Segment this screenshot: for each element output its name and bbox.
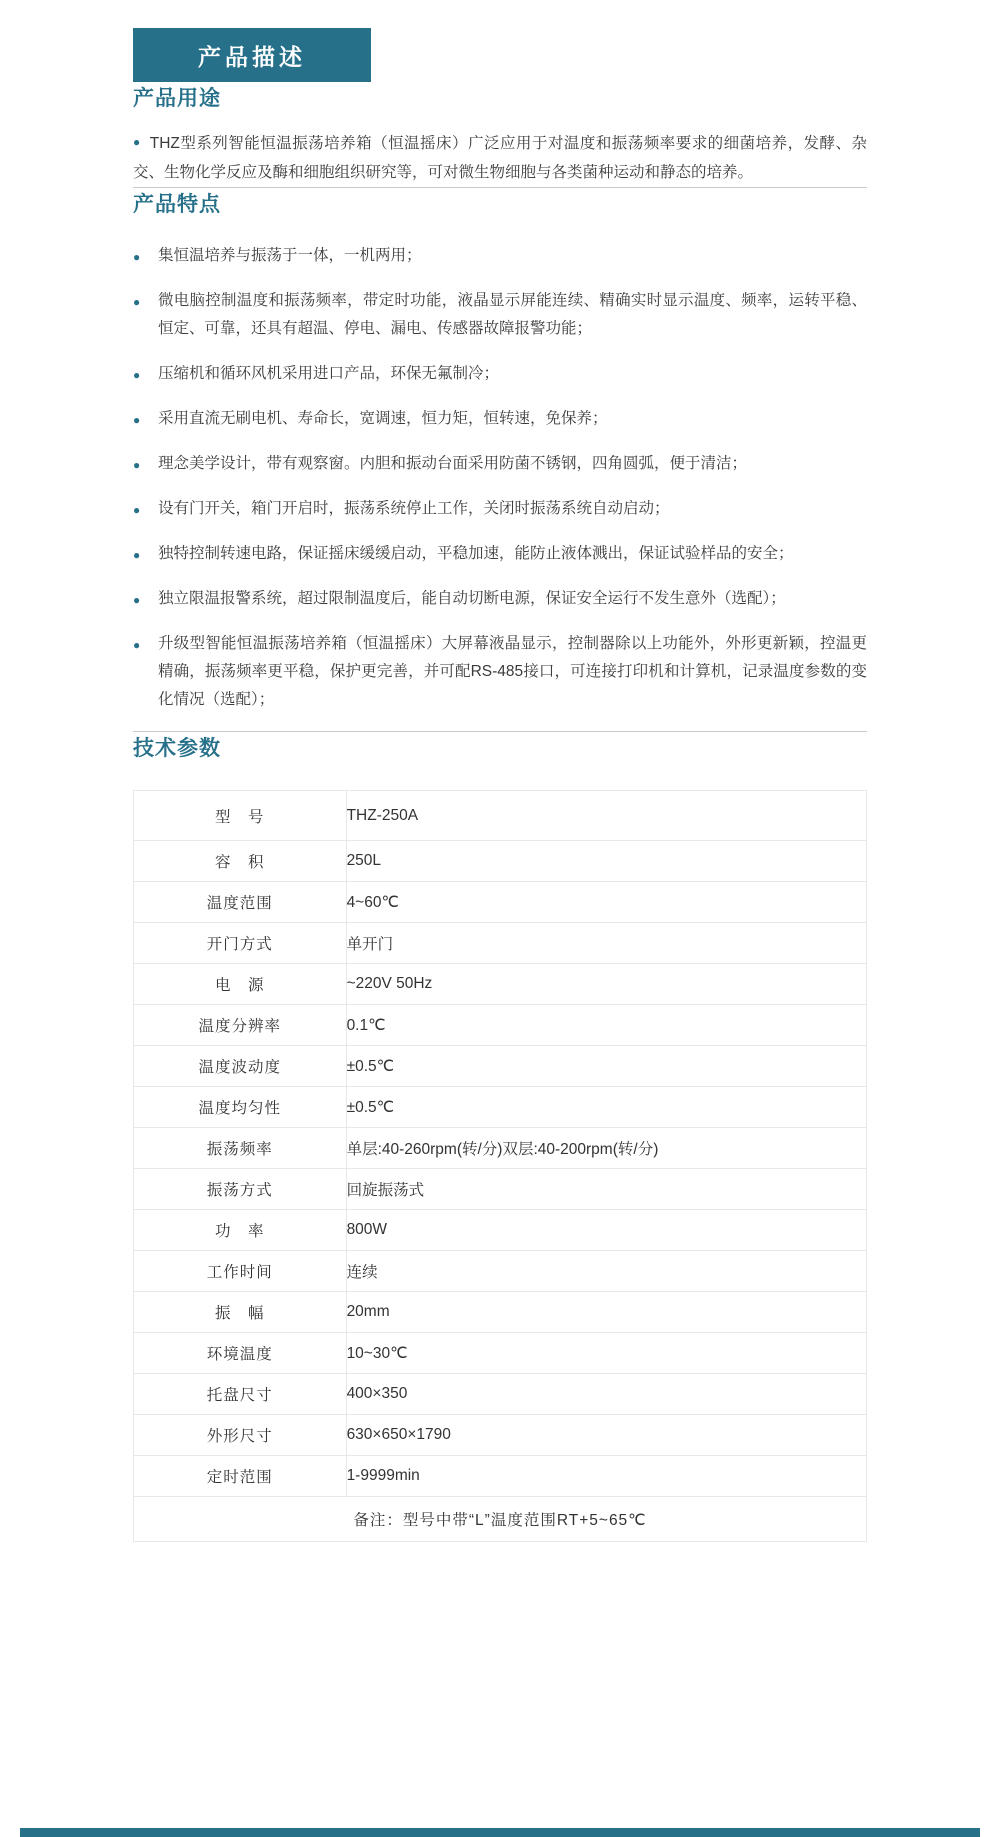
table-row — [134, 1046, 867, 1087]
table-row — [134, 1005, 867, 1046]
spec-label: 型 号 — [134, 791, 347, 841]
table-row — [134, 1333, 867, 1374]
spec-value: 630×650×1790 — [346, 1415, 866, 1456]
spec-label: 环境温度 — [134, 1333, 347, 1374]
list-item — [133, 495, 867, 523]
bullet-icon: ● — [133, 593, 141, 607]
bullet-icon: ● — [133, 250, 141, 264]
bullet-icon: ● — [133, 413, 141, 427]
bullet-icon: ● — [133, 368, 141, 382]
table-row — [134, 1210, 867, 1251]
list-item — [133, 242, 867, 270]
bullet-icon: ● — [133, 458, 141, 472]
banner-title: 产品描述 — [198, 43, 306, 70]
spec-label: 振荡频率 — [134, 1128, 347, 1169]
table-row — [134, 1292, 867, 1333]
specs-heading: 技术参数 — [133, 737, 221, 760]
spec-value: 20mm — [346, 1292, 866, 1333]
feature-text: 升级型智能恒温振荡培养箱（恒温摇床）大屏幕液晶显示，控制器除以上功能外，外形更新颖，控温更精确，振荡频率更平稳，保护更完善，并可配RS-485接口，可连接打印机和计算机，记录温度参数的变化情况（选配）； — [158, 635, 867, 708]
footer-accent-bar — [20, 1828, 980, 1837]
table-row — [134, 923, 867, 964]
spec-value: 800W — [346, 1210, 866, 1251]
spec-label: 温度分辨率 — [134, 1005, 347, 1046]
table-row — [134, 1087, 867, 1128]
spec-value: 单层:40-260rpm(转/分)双层:40-200rpm(转/分) — [346, 1128, 866, 1169]
list-item — [133, 360, 867, 388]
spec-label: 功 率 — [134, 1210, 347, 1251]
spec-label: 定时范围 — [134, 1456, 347, 1497]
spec-label: 振荡方式 — [134, 1169, 347, 1210]
spec-label: 温度波动度 — [134, 1046, 347, 1087]
spec-label: 工作时间 — [134, 1251, 347, 1292]
feature-text: 独立限温报警系统，超过限制温度后，能自动切断电源，保证安全运行不发生意外（选配）； — [158, 590, 786, 607]
bullet-icon: ● — [133, 638, 141, 652]
spec-label: 振 幅 — [134, 1292, 347, 1333]
spec-label: 容 积 — [134, 841, 347, 882]
spec-label: 外形尺寸 — [134, 1415, 347, 1456]
table-row — [134, 841, 867, 882]
feature-text: 微电脑控制温度和振荡频率，带定时功能，液晶显示屏能连续、精确实时显示温度、频率，运转平稳、恒定、可靠，还具有超温、停电、漏电、传感器故障报警功能； — [158, 292, 867, 337]
list-item — [133, 630, 867, 714]
usage-text: THZ型系列智能恒温振荡培养箱（恒温摇床）广泛应用于对温度和振荡频率要求的细菌培养，发酵、杂交、生物化学反应及酶和细胞组织研究等，可对微生物细胞与各类菌种运动和静态的培养。 — [133, 135, 867, 181]
feature-text: 设有门开关，箱门开启时，振荡系统停止工作，关闭时振荡系统自动启动； — [158, 500, 670, 517]
spec-value: ~220V 50Hz — [346, 964, 866, 1005]
list-item — [133, 287, 867, 343]
spec-value: THZ-250A — [346, 791, 866, 841]
specs-table — [133, 790, 867, 1542]
spec-note: 备注：型号中带“L”温度范围RT+5~65℃ — [134, 1497, 867, 1542]
spec-value: 4~60℃ — [346, 882, 866, 923]
bullet-icon: ● — [133, 135, 141, 149]
spec-value: ±0.5℃ — [346, 1087, 866, 1128]
feature-text: 压缩机和循环风机采用进口产品，环保无氟制冷； — [158, 365, 500, 382]
section-banner — [133, 28, 371, 82]
features-heading: 产品特点 — [133, 193, 221, 216]
spec-label: 电 源 — [134, 964, 347, 1005]
spec-value: 回旋振荡式 — [346, 1169, 866, 1210]
spec-value: 连续 — [346, 1251, 866, 1292]
spec-label: 开门方式 — [134, 923, 347, 964]
spec-value: 250L — [346, 841, 866, 882]
table-row — [134, 1374, 867, 1415]
usage-heading: 产品用途 — [133, 87, 221, 110]
feature-text: 集恒温培养与振荡于一体，一机两用； — [158, 247, 422, 264]
list-item — [133, 540, 867, 568]
table-row — [134, 1251, 867, 1292]
table-row — [134, 882, 867, 923]
usage-paragraph — [133, 128, 867, 187]
table-row — [134, 1456, 867, 1497]
content-column — [133, 0, 867, 1542]
list-item — [133, 405, 867, 433]
spec-value: 400×350 — [346, 1374, 866, 1415]
table-row — [134, 1128, 867, 1169]
spec-value: ±0.5℃ — [346, 1046, 866, 1087]
list-item — [133, 585, 867, 613]
spec-label: 托盘尺寸 — [134, 1374, 347, 1415]
table-row — [134, 1169, 867, 1210]
list-item — [133, 450, 867, 478]
spec-value: 0.1℃ — [346, 1005, 866, 1046]
table-row — [134, 964, 867, 1005]
bullet-icon: ● — [133, 295, 141, 309]
bullet-icon: ● — [133, 548, 141, 562]
spec-label: 温度均匀性 — [134, 1087, 347, 1128]
spec-value: 1-9999min — [346, 1456, 866, 1497]
feature-text: 理念美学设计，带有观察窗。内胆和振动台面采用防菌不锈钢，四角圆弧，便于清洁； — [158, 455, 748, 472]
bullet-icon: ● — [133, 503, 141, 517]
feature-text: 独特控制转速电路，保证摇床缓缓启动，平稳加速，能防止液体溅出，保证试验样品的安全； — [158, 545, 794, 562]
spec-value: 10~30℃ — [346, 1333, 866, 1374]
table-row — [134, 1415, 867, 1456]
features-list — [133, 242, 867, 714]
spec-value: 单开门 — [346, 923, 866, 964]
table-note-row — [134, 1497, 867, 1542]
spec-label: 温度范围 — [134, 882, 347, 923]
feature-text: 采用直流无刷电机、寿命长，宽调速，恒力矩，恒转速，免保养； — [158, 410, 608, 427]
table-row — [134, 791, 867, 841]
